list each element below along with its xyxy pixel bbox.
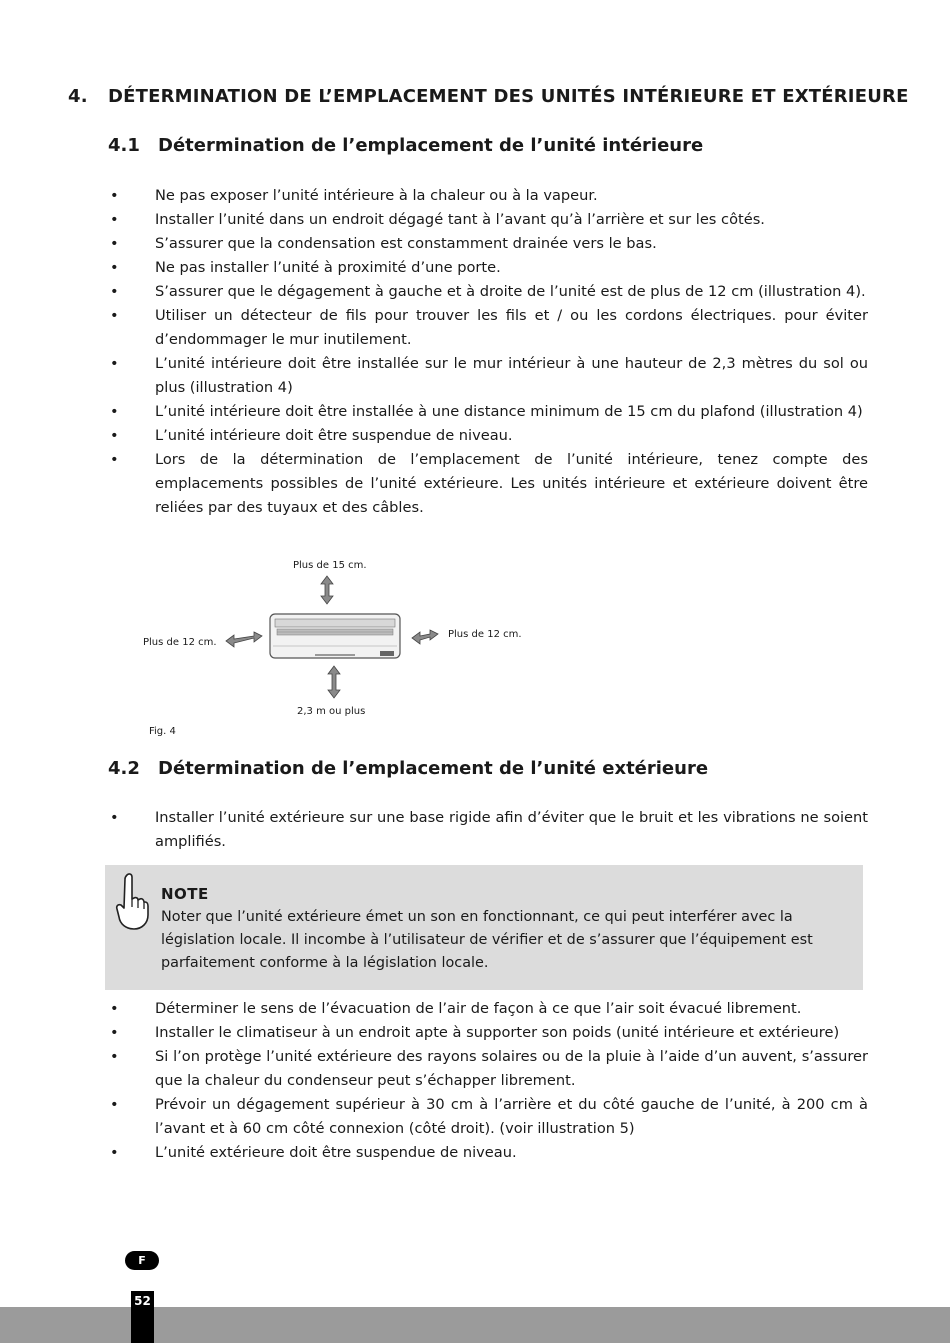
note-text: Noter que l’unité extérieure émet un son en fonctionnant, ce qui peut interférer avec la législation locale. Il incombe à l’utilisateur de vérifier et de s’assurer que l’équipement est parfaitement conforme à la législation locale. [161,909,813,971]
language-badge: F [125,1251,159,1270]
page-number: 52 [134,1294,151,1308]
list-item: • Lors de la détermination de l’emplacement de l’unité intérieure, tenez compte des emplacements possibles de l’unité extérieure. Les unités intérieure et extérieure doivent être reliées par des tuyaux et des câbles. [110,451,868,516]
subsection-title: Détermination de l’emplacement de l’unité extérieure [158,758,709,779]
right-clearance-label: Plus de 12 cm. [448,629,522,640]
subsection-heading-4-2 [108,758,708,779]
page-number-tab [131,1291,154,1343]
figure-4-clearance-diagram [140,550,540,745]
note-title: NOTE [161,885,209,903]
list-item: • L’unité extérieure doit être suspendue de niveau. [110,1144,517,1161]
outdoor-bullet-list-1 [108,806,868,854]
left-clearance-label: Plus de 12 cm. [143,637,217,648]
list-item: • S’assurer que le dégagement à gauche et à droite de l’unité est de plus de 12 cm (illustration 4). [110,283,866,300]
list-item: • Utiliser un détecteur de fils pour trouver les fils et / ou les cordons électriques. pour éviter d’endommager le mur inutilement. [110,307,868,348]
subsection-heading-4-1 [108,135,703,156]
indoor-bullet-list [108,184,868,520]
subsection-number: 4.2 [108,758,140,779]
top-clearance-label: Plus de 15 cm. [293,560,367,571]
list-item: • Si l’on protège l’unité extérieure des rayons solaires ou de la pluie à l’aide d’un auvent, s’assurer que la chaleur du condenseur peut s’échapper librement. [110,1048,868,1089]
list-item: • Prévoir un dégagement supérieur à 30 cm à l’arrière et du côté gauche de l’unité, à 200 cm à l’avant et à 60 cm côté connexion (côté droit). (voir illustration 5) [110,1096,868,1137]
note-box [105,865,863,990]
section-number: 4. [68,86,88,107]
list-item: • L’unité intérieure doit être installée sur le mur intérieur à une hauteur de 2,3 mètres du sol ou plus (illustration 4) [110,355,868,396]
subsection-title: Détermination de l’emplacement de l’unité intérieure [158,135,704,156]
list-item: • Ne pas exposer l’unité intérieure à la chaleur ou à la vapeur. [110,187,598,204]
outdoor-bullet-list-2 [108,997,868,1165]
list-item: • Déterminer le sens de l’évacuation de l’air de façon à ce que l’air soit évacué librement. [110,1000,802,1017]
figure-caption: Fig. 4 [149,726,176,737]
list-item: • Installer l’unité dans un endroit dégagé tant à l’avant qu’à l’arrière et sur les côtés. [110,211,765,228]
pointing-hand-icon [111,871,151,931]
subsection-number: 4.1 [108,135,140,156]
list-item: • Installer le climatiseur à un endroit apte à supporter son poids (unité intérieure et extérieure) [110,1024,840,1041]
height-label: 2,3 m ou plus [297,706,366,717]
list-item: • L’unité intérieure doit être suspendue de niveau. [110,427,513,444]
list-item: • Installer l’unité extérieure sur une base rigide afin d’éviter que le bruit et les vibrations ne soient amplifiés. [110,809,868,850]
section-heading [68,86,909,107]
list-item: • Ne pas installer l’unité à proximité d’une porte. [110,259,501,276]
section-title: DÉTERMINATION DE L’EMPLACEMENT DES UNITÉS INTÉRIEURE ET EXTÉRIEURE [108,86,909,107]
list-item: • L’unité intérieure doit être installée à une distance minimum de 15 cm du plafond (illustration 4) [110,403,863,420]
list-item: • S’assurer que la condensation est constamment drainée vers le bas. [110,235,657,252]
